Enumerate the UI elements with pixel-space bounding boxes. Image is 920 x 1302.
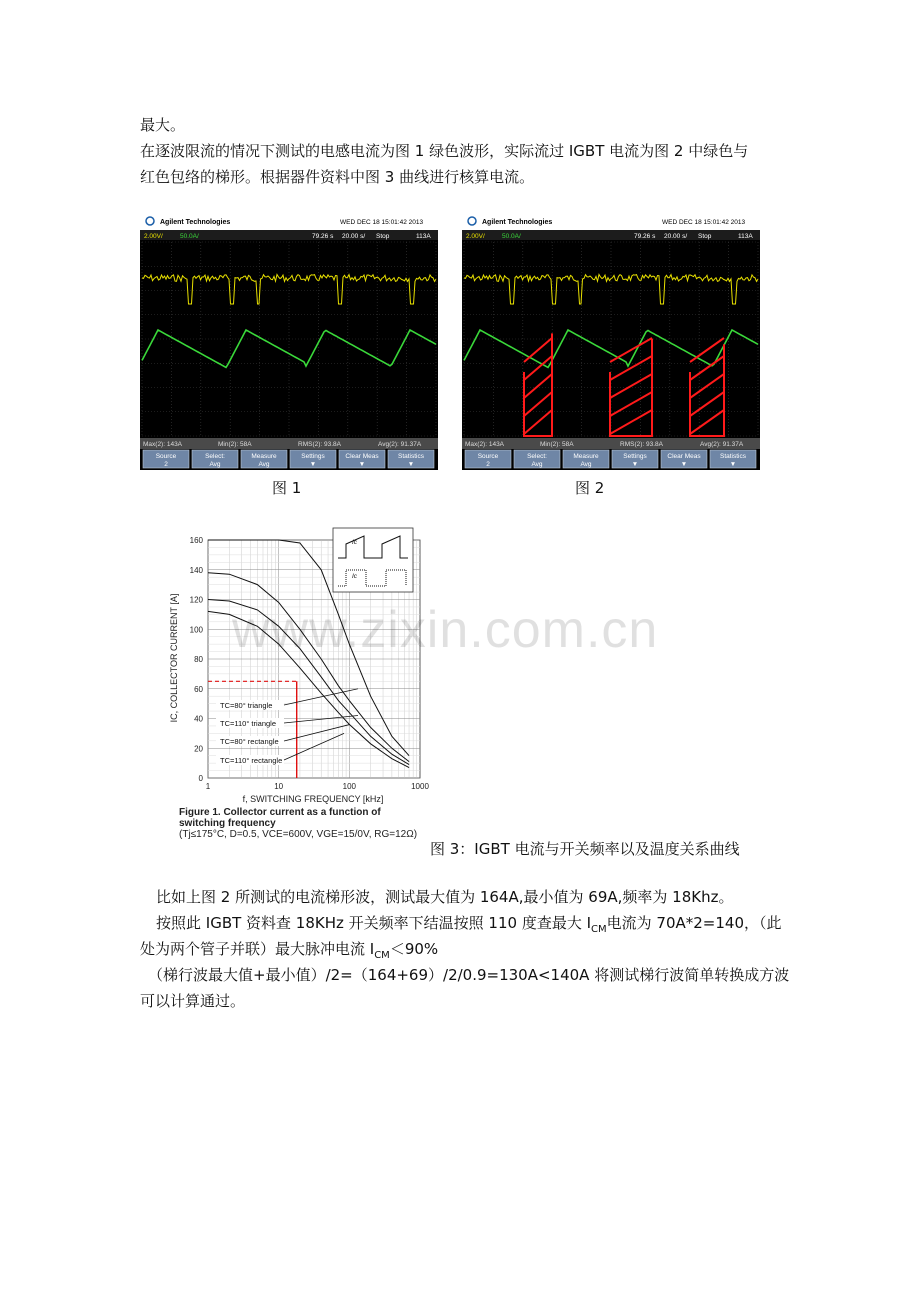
- x-tick-label: 100: [342, 782, 357, 791]
- timebase: 20.00 s/: [664, 233, 688, 240]
- x-tick-label: 10: [274, 782, 284, 791]
- trigger-delay: 79.26 s: [634, 233, 656, 240]
- y-axis-label: IC, COLLECTOR CURRENT [A]: [169, 593, 179, 723]
- softkey-sublabel: Avg: [258, 461, 270, 468]
- figure3-caption: [179, 807, 439, 840]
- softkey-label: Source: [477, 453, 499, 460]
- softkey-sublabel: Avg: [209, 461, 221, 468]
- scope-brand: Agilent Technologies: [160, 219, 231, 226]
- softkey-label: Clear Meas: [667, 453, 701, 460]
- softkey-label: Select:: [527, 453, 547, 460]
- softkey-row: [143, 450, 434, 468]
- paragraph-5: 按照此 IGBT 资料查 18KHz 开关频率下结温按照 110 度查最大 $I_{CM}$电流为 70A*2=140，（此: [156, 914, 782, 935]
- y-tick-label: 100: [189, 625, 203, 635]
- y-tick-label: 0: [198, 774, 203, 783]
- ch2-scale: 50.0A/: [180, 233, 199, 240]
- ch1-scale: 2.00V/: [466, 233, 485, 240]
- meas-avg: Avg(2): 91.37A: [700, 441, 744, 448]
- caption-fig3: 图 3：IGBT 电流与开关频率以及温度关系曲线: [430, 840, 740, 858]
- softkey-label: Statistics: [397, 453, 425, 460]
- y-tick-label: 80: [194, 655, 203, 664]
- meas-min: Min(2): 58A: [540, 441, 574, 448]
- softkey-label: Statistics: [719, 453, 747, 460]
- scope-figure-1: [140, 212, 438, 470]
- scope-datetime: WED DEC 18 15:01:42 2013: [340, 219, 424, 226]
- paragraph-6: 处为两个管子并联）最大脉冲电流 $I_{CM}<90\%$: [140, 940, 439, 961]
- scope-figure-2: [462, 212, 760, 470]
- y-tick-label: 40: [194, 714, 203, 724]
- x-tick-label: 1: [205, 782, 211, 791]
- figure3-caption-title: Figure 1. Collector current as a function of switching frequency: [179, 807, 381, 829]
- ch2-scale: 50.0A/: [502, 233, 521, 240]
- softkey-sublabel: ▼: [407, 461, 415, 468]
- meas-max: Max(2): 143A: [465, 441, 505, 448]
- red-hatch-line: [610, 410, 652, 434]
- softkey-sublabel: Avg: [531, 461, 543, 468]
- legend-label: TC=80° rectangle: [220, 737, 279, 746]
- scope-screen-2: [462, 212, 760, 470]
- red-trapezoid-hatch: [524, 333, 724, 436]
- paragraph-1: 最大。: [140, 116, 186, 134]
- meas-rms: RMS(2): 93.8A: [298, 441, 341, 448]
- legend-label: TC=80° triangle: [220, 701, 273, 710]
- x-axis-label: f, SWITCHING FREQUENCY [kHz]: [242, 794, 384, 804]
- scope-datetime: WED DEC 18 15:01:42 2013: [662, 219, 746, 226]
- y-tick-label: 160: [189, 536, 203, 545]
- meas-avg: Avg(2): 91.37A: [378, 441, 422, 448]
- x-tick-label: 1000: [411, 782, 429, 791]
- timebase: 20.00 s/: [342, 233, 366, 240]
- red-hatch-line: [610, 392, 652, 416]
- caption-fig2: 图 2: [575, 479, 605, 497]
- red-hatch-line: [610, 338, 652, 362]
- red-hatch-line: [610, 374, 652, 398]
- softkey-sublabel: 2: [164, 461, 168, 468]
- legend-label: TC=110° rectangle: [220, 756, 283, 765]
- softkey-label: Measure: [573, 453, 599, 460]
- inset-label: Ic: [352, 573, 358, 580]
- meas-rms: RMS(2): 93.8A: [620, 441, 663, 448]
- meas-max: Max(2): 143A: [143, 441, 183, 448]
- softkey-label: Measure: [251, 453, 277, 460]
- softkey-sublabel: 2: [486, 461, 490, 468]
- inset-frame: [333, 528, 413, 592]
- scope-grid: [142, 242, 436, 436]
- trigger-delay: 79.26 s: [312, 233, 334, 240]
- softkey-sublabel: Avg: [580, 461, 592, 468]
- ch1-scale: 2.00V/: [144, 233, 163, 240]
- softkey-label: Settings: [301, 453, 325, 460]
- softkey-sublabel: ▼: [680, 461, 688, 468]
- y-tick-label: 120: [189, 595, 203, 605]
- softkey-sublabel: ▼: [358, 461, 366, 468]
- softkey-label: Select:: [205, 453, 225, 460]
- y-tick-label: 140: [189, 565, 203, 575]
- y-tick-label: 60: [194, 684, 203, 694]
- paragraph-8: 可以计算通过。: [140, 992, 246, 1010]
- trig-level: 113A: [416, 233, 431, 240]
- paragraph-2: 在逐波限流的情况下测试的电感电流为图 1 绿色波形，实际流过 IGBT 电流为图 2 中绿色与: [140, 142, 749, 160]
- paragraph-3: 红色包络的梯形。根据器件资料中图 3 曲线进行核算电流。: [140, 168, 535, 186]
- waveform-inset: [333, 528, 413, 592]
- run-state: Stop: [698, 233, 712, 240]
- trig-level: 113A: [738, 233, 753, 240]
- paragraph-7: （梯行波最大值+最小值）/2=（164+69）/2/0.9=130A<140A 将测试梯行波简单转换成方波: [148, 966, 790, 984]
- caption-fig1: 图 1: [272, 479, 302, 497]
- inset-label: Ic: [352, 539, 358, 546]
- scope-screen-1: [140, 212, 438, 470]
- softkey-row: [465, 450, 756, 468]
- softkey-sublabel: ▼: [631, 461, 639, 468]
- run-state: Stop: [376, 233, 390, 240]
- scope-brand: Agilent Technologies: [482, 219, 553, 226]
- collector-current-chart: [168, 522, 438, 812]
- softkey-label: Clear Meas: [345, 453, 379, 460]
- softkey-sublabel: ▼: [729, 461, 737, 468]
- watermark: www.zixin.com.cn: [232, 601, 659, 659]
- softkey-label: Settings: [623, 453, 647, 460]
- figure3-caption-conditions: (Tj≤175°C, D=0.5, VCE=600V, VGE=15/0V, RG=12Ω): [179, 829, 418, 840]
- meas-min: Min(2): 58A: [218, 441, 252, 448]
- paragraph-4: 比如上图 2 所测试的电流梯形波，测试最大值为 164A,最小值为 69A,频率为 18Khz。: [156, 888, 734, 906]
- softkey-label: Source: [155, 453, 177, 460]
- legend-label: TC=110° triangle: [220, 719, 277, 728]
- softkey-sublabel: ▼: [309, 461, 317, 468]
- y-tick-label: 20: [194, 744, 203, 754]
